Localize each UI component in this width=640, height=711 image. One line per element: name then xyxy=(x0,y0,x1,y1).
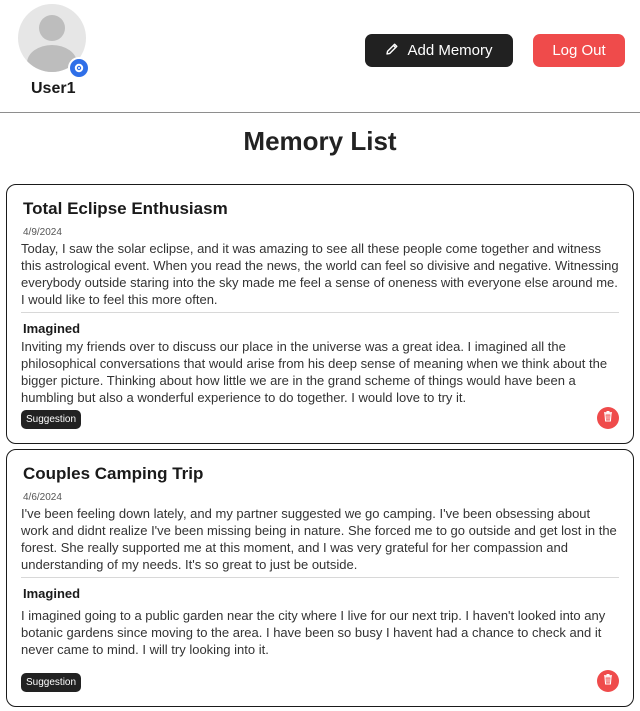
page-title: Memory List xyxy=(243,126,397,156)
imagined-label: Imagined xyxy=(23,586,81,601)
add-memory-button[interactable] xyxy=(365,34,513,67)
add-memory-label: Add Memory xyxy=(407,42,493,59)
trash-icon xyxy=(602,409,614,427)
memory-text: I've been feeling down lately, and my partner suggested we go camping. I've been obsessing about work and didnt realize I've been missing being in nature. She forced me to go outside and get lost in the forest. She really supported me at this moment, and I was very grateful for her compassion and understanding of my needs. It's so great to just be outside. xyxy=(21,506,617,572)
memory-date: 4/6/2024 xyxy=(23,492,62,503)
divider xyxy=(21,577,619,578)
memory-card xyxy=(6,184,634,444)
trash-icon xyxy=(602,672,614,690)
header xyxy=(0,0,640,113)
memory-title: Couples Camping Trip xyxy=(23,464,204,483)
logout-button[interactable] xyxy=(533,34,625,67)
delete-button[interactable] xyxy=(597,670,619,692)
delete-button[interactable] xyxy=(597,407,619,429)
suggestion-button[interactable]: Suggestion xyxy=(21,673,81,692)
pencil-icon xyxy=(385,42,399,60)
divider xyxy=(21,312,619,313)
avatar[interactable] xyxy=(18,4,86,72)
imagined-text: Inviting my friends over to discuss our place in the universe was a great idea. I imagined all the philosophical conversations that would arise from his deep sense of meaning when we think about the bigger picture. Thinking about how little we are in the grand scheme of things would have been a humbling but also a wonderful experience to do together. I would love to try it. xyxy=(21,339,608,405)
memory-text: Today, I saw the solar eclipse, and it was amazing to see all these people come together and witness this astrological event. When you read the news, the world can feel so divisive and negative. Witnessing everybody outside staring into the sky made me feel a sense of oneness with everyone else around me. I would like to feel this more often. xyxy=(21,241,619,307)
gear-icon[interactable] xyxy=(68,57,90,79)
imagined-text: I imagined going to a public garden near the city where I live for our next trip. I haven't looked into any botanic gardens since moving to the area. I have been so busy I havent had a chance to check and it never came to mind. I will try looking into it. xyxy=(21,608,606,657)
username: User1 xyxy=(31,80,76,97)
imagined-label: Imagined xyxy=(23,321,81,336)
memory-title: Total Eclipse Enthusiasm xyxy=(23,199,228,218)
logout-label: Log Out xyxy=(552,42,606,59)
suggestion-button[interactable]: Suggestion xyxy=(21,410,81,429)
memory-card xyxy=(6,449,634,707)
memory-date: 4/9/2024 xyxy=(23,227,62,238)
